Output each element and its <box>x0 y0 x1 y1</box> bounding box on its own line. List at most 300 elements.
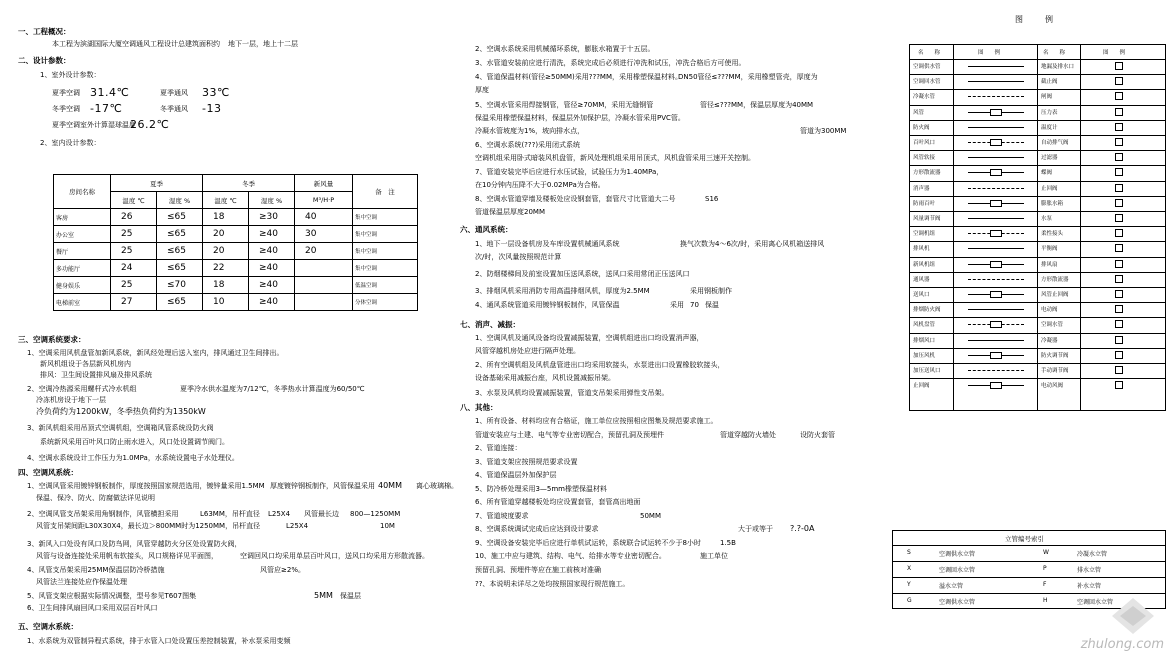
m-item-6: 7、管道安装完毕后应进行水压试验，试验压力为1.40MPa， <box>475 168 664 176</box>
m-item-7c: 管道保温层厚度20MM <box>475 208 545 216</box>
m-item-7b: S16 <box>705 195 719 203</box>
m-item-15b: 管道安装应与土建、电气等专业密切配合，预留孔洞及预埋件 <box>475 431 664 439</box>
s5-item-1: 1、水系统为双管制异程式系统，排于水管入口处设置压差控制装置，补水泵采用变频 <box>27 637 291 645</box>
cell-t2: 18 <box>203 209 249 226</box>
legend-box-icon <box>990 230 1002 237</box>
table-row <box>54 209 418 226</box>
m-item-4e: 管道为300MM <box>800 127 847 135</box>
legend-symbol-icon <box>1115 320 1123 328</box>
legend-symbol-icon <box>968 248 1024 249</box>
th-room: 房间名称 <box>54 175 111 209</box>
legend-item-right: 方形散流器 <box>1041 276 1069 283</box>
legend-item-left: 百叶风口 <box>913 140 936 146</box>
s4-item-6: 6、卫生间排风扇回风口采用双层百叶风口 <box>27 604 158 612</box>
s4-item-1d: 离心玻璃棉。 <box>416 482 458 490</box>
legend-item-right: 排风扇 <box>1041 261 1058 268</box>
legend-symbol-icon <box>968 340 1024 341</box>
summer-ac-label: 夏季空调 <box>52 89 80 97</box>
legend-symbol-icon <box>1115 336 1123 344</box>
legend-item-left: 空调回水管 <box>913 79 941 86</box>
winter-vent-label: 冬季通风 <box>160 105 188 113</box>
m-item-1: 2、空调水系统采用机械循环系统，膨胀水箱置于十五层。 <box>475 45 655 53</box>
legend-symbol-icon <box>1115 184 1123 192</box>
stand-cell-v2: 排水立管 <box>1077 567 1102 574</box>
legend-symbol-icon <box>1115 168 1123 176</box>
m-item-7: 8、空调水管道穿墙及楼板处应设钢套管，套管尺寸比管道大二号 <box>475 195 676 203</box>
summer-ac-value: 31.4℃ <box>90 86 130 99</box>
legend-item-left: 空调机组 <box>913 231 936 238</box>
legend-symbol-icon <box>1115 244 1123 252</box>
s4-item-3: 3、新风入口处设有风口及防鸟网，风管穿越防火分区处设置防火阀， <box>27 540 242 548</box>
stand-cell-k2: P <box>1043 565 1047 572</box>
cell-f: 30 <box>295 226 353 243</box>
legend-row <box>910 59 1165 60</box>
legend-item-left: 加压送风口 <box>913 368 941 374</box>
legend-header-symbol-left: 图 例 <box>978 50 1001 56</box>
legend-symbol-icon <box>1115 92 1123 100</box>
stand-cell-v1: 溢水立管 <box>939 583 964 590</box>
cell-t1: 25 <box>111 277 157 294</box>
cell-h2: ≥40 <box>249 260 295 277</box>
legend-row <box>910 302 1165 303</box>
legend-row <box>910 120 1165 121</box>
legend-item-left: 风机盘管 <box>913 322 936 329</box>
stand-cell-k1: Y <box>907 581 911 588</box>
legend-table <box>909 44 1166 411</box>
cell-f <box>295 260 353 277</box>
th-fresh: 新风量 <box>295 175 353 192</box>
legend-item-left: 新风机组 <box>913 261 936 268</box>
legend-item-right: 止回阀 <box>1041 185 1058 192</box>
legend-item-left: 消声器 <box>913 185 930 192</box>
m-item-22c: ?.?-0A <box>790 524 815 533</box>
cell-t2: 10 <box>203 294 249 311</box>
legend-symbol-icon <box>1115 260 1123 268</box>
legend-row <box>910 211 1165 212</box>
table-row <box>54 260 418 277</box>
s3-item-1c: 排风：卫生间设置排风扇及排风系统 <box>40 371 152 379</box>
legend-item-left: 方形散流器 <box>913 170 941 177</box>
m-item-6b: 在10分钟内压降不大于0.02MPa为合格。 <box>475 181 605 189</box>
legend-box-icon <box>990 200 1002 207</box>
legend-row <box>910 272 1165 273</box>
section-8-title: 八、其他： <box>460 403 498 412</box>
legend-box-icon <box>990 109 1002 116</box>
summer-wet-label: 夏季空调室外计算湿球温度 <box>52 121 136 129</box>
legend-header-symbol-right: 图 例 <box>1103 50 1126 56</box>
s4-item-4c: 风管法兰连接处应作保温处理 <box>36 578 127 586</box>
legend-item-left: 排风机 <box>913 246 930 253</box>
legend-item-left: 风管 <box>913 109 925 116</box>
cell-t2: 20 <box>203 243 249 260</box>
legend-symbol-icon <box>968 279 1024 280</box>
legend-item-left: 加压风机 <box>913 352 936 359</box>
m-item-22: 8、空调系统调试完成后应达到设计要求 <box>475 525 599 533</box>
legend-header-name-right: 名 称 <box>1043 50 1066 56</box>
legend-item-right: 地漏及排水口 <box>1041 64 1075 70</box>
table-row <box>54 226 418 243</box>
m-item-3: 4、管道保温材料(管径≥50MM)采用???MM，采用橡塑保温材料。 <box>475 73 682 81</box>
cell-f <box>295 277 353 294</box>
legend-symbol-icon <box>1115 108 1123 116</box>
legend-item-left: 风量调节阀 <box>913 216 941 222</box>
legend-item-left: 防雨百叶 <box>913 200 936 207</box>
s4-item-5b: 5MM <box>314 591 333 600</box>
m-item-4b: 管径≤???MM，保温层厚度为40MM <box>700 101 814 109</box>
legend-symbol-icon <box>1115 305 1123 313</box>
s4-item-2h: 10M <box>380 522 395 530</box>
design-parameter-table <box>53 174 418 311</box>
stand-cell-k1: G <box>907 597 912 604</box>
stand-cell-v1: 空调回水立管 <box>939 567 976 574</box>
cell-h2: ≥40 <box>249 226 295 243</box>
legend-row <box>910 226 1165 227</box>
s3-item-3b: 系统新风采用百叶风口防止雨水进入，风口处设置调节阀门。 <box>40 438 229 446</box>
cell-note: 低温空调 <box>353 277 418 294</box>
legend-title: 图 例 <box>1015 15 1055 24</box>
cell-t2: 20 <box>203 226 249 243</box>
s3-item-4: 4、空调水系统设计工作压力为1.0MPa，水系统设置电子水处理仪。 <box>27 454 239 462</box>
stand-cell-v2: 冷凝水立管 <box>1077 551 1108 558</box>
legend-symbol-icon <box>968 127 1024 128</box>
stand-row <box>893 593 1165 594</box>
legend-item-left: 空调供水管 <box>913 64 941 70</box>
m-item-15c: 管道穿越防火墙处 <box>720 431 776 439</box>
m-item-26: ??、本说明未详尽之处均按照国家现行规范施工。 <box>475 580 630 588</box>
cell-h1: ≤65 <box>157 226 203 243</box>
legend-item-right: 水泵 <box>1041 216 1053 222</box>
legend-row <box>910 348 1165 349</box>
legend-box-icon <box>990 291 1002 298</box>
m-item-3b: DN50管径≤???MM，采用橡塑管壳，厚度为 <box>678 73 818 81</box>
legend-item-left: 冷凝水管 <box>913 94 936 101</box>
m-item-17: 3、管道支架应按照规范要求设置 <box>475 458 578 466</box>
m-item-20: 6、所有管道穿越楼板处均应设置套管，套管高出地面 <box>475 498 641 506</box>
legend-symbol-icon <box>1115 153 1123 161</box>
legend-row <box>910 89 1165 90</box>
legend-row <box>910 241 1165 242</box>
legend-symbol-icon <box>968 81 1024 82</box>
m-item-12: 1、空调风机及通风设备均设置减振装置，空调机组进出口均设置消声器， <box>475 334 704 342</box>
legend-symbol-icon <box>968 157 1024 158</box>
s4-item-1c: 40MM <box>378 481 402 490</box>
cell-t1: 26 <box>111 209 157 226</box>
outdoor-params-title: 1、室外设计参数： <box>40 71 101 79</box>
legend-symbol-icon <box>1115 351 1123 359</box>
cell-name: 办公室 <box>54 226 111 243</box>
s4-item-3c: 空调回风口均采用单层百叶风口，送风口均采用方形散流器。 <box>240 552 429 560</box>
m-item-21: 7、管道坡度要求 <box>475 512 529 520</box>
cell-f: 40 <box>295 209 353 226</box>
cell-h2: ≥40 <box>249 243 295 260</box>
s4-item-2b: L63MM，吊杆直径 <box>200 510 260 518</box>
s3-item-1: 1、空调采用风机盘管加新风系统，新风经处理后送入室内，排风通过卫生间排出。 <box>27 349 284 357</box>
watermark-text: zhulong.com <box>1080 637 1164 652</box>
project-area: 总建筑面积约 <box>178 40 220 48</box>
s3-item-3: 3、新风机组采用吊顶式空调机组，空调箱风管系统设防火阀 <box>27 424 214 432</box>
legend-item-right: 截止阀 <box>1041 79 1058 86</box>
legend-item-right: 防火调节阀 <box>1041 352 1069 359</box>
cell-f: 20 <box>295 243 353 260</box>
s4-item-1b: 厚度镀锌钢板制作，风管保温采用 <box>270 482 375 490</box>
legend-row <box>910 317 1165 318</box>
section-4-title: 四、空调风系统： <box>18 468 78 477</box>
cell-note: 分体空调 <box>353 294 418 311</box>
m-item-15: 1、所有设备、材料均应有合格证，施工单位应按照相应图集及规范要求施工。 <box>475 417 718 425</box>
legend-item-right: 膨胀水箱 <box>1041 200 1064 207</box>
m-item-8b: 换气次数为4～6次/时，采用离心风机箱送排风 <box>680 240 825 248</box>
cell-h1: ≤65 <box>157 260 203 277</box>
cell-t2: 18 <box>203 277 249 294</box>
legend-box-icon <box>990 261 1002 268</box>
m-item-21b: 50MM <box>640 512 661 520</box>
s4-item-1e: 保温、保冷、防火、防腐做法详见说明 <box>36 494 155 502</box>
winter-ac-value: -17℃ <box>90 102 123 115</box>
section-7-title: 七、消声、减振： <box>460 320 520 329</box>
s4-item-5c: 保温层 <box>340 592 361 600</box>
m-item-2: 3、水管道安装前应进行清洗，系统完成后必须进行冲洗和试压，冲洗合格后方可使用。 <box>475 59 746 67</box>
cell-t1: 27 <box>111 294 157 311</box>
legend-box-icon <box>990 139 1002 146</box>
legend-box-icon <box>990 169 1002 176</box>
legend-row <box>910 196 1165 197</box>
legend-row <box>910 287 1165 288</box>
project-description: 本工程为滨湖国际大厦空调通风工程设计 <box>52 40 178 48</box>
cell-note: 集中空调 <box>353 243 418 260</box>
stand-title: 立管编号索引 <box>1005 535 1044 543</box>
table-row <box>54 243 418 260</box>
legend-item-right: 温度计 <box>1041 124 1058 131</box>
legend-item-right: 压力表 <box>1041 109 1058 116</box>
th-summer-hum: 湿度 % <box>157 192 203 209</box>
legend-item-left: 送风口 <box>913 292 930 298</box>
summer-wet-value: 26.2℃ <box>130 118 170 131</box>
legend-item-right: 空调水管 <box>1041 322 1064 329</box>
legend-symbol-icon <box>1115 381 1123 389</box>
th-note: 备 注 <box>353 175 418 209</box>
cell-h1: ≤70 <box>157 277 203 294</box>
m-item-10: 3、排烟风机采用消防专用高温排烟风机，厚度为2.5MM <box>475 287 650 295</box>
cell-f <box>295 294 353 311</box>
legend-item-left: 止回阀 <box>913 383 930 390</box>
legend-item-left: 防火阀 <box>913 124 930 131</box>
m-item-13b: 设备基础采用减振台座，风机设置减振吊架。 <box>475 374 615 382</box>
m-item-13: 2、所有空调机组及风机盘管进出口均采用软接头，水泵进出口设置橡胶软接头， <box>475 361 725 369</box>
cell-name: 客房 <box>54 209 111 226</box>
m-item-4: 5、空调水管采用焊接钢管，管径≥70MM，采用无缝钢管 <box>475 101 654 109</box>
legend-symbol-icon <box>968 96 1024 97</box>
cell-h1: ≤65 <box>157 209 203 226</box>
legend-symbol-icon <box>968 66 1024 67</box>
stand-row <box>893 561 1165 562</box>
stand-row <box>893 545 1165 546</box>
legend-symbol-icon <box>1115 214 1123 222</box>
stand-cell-k2: F <box>1043 581 1047 588</box>
cell-h1: ≤65 <box>157 243 203 260</box>
m-item-14: 3、水泵及风机均设置减振装置，管道支吊架采用弹性支吊架。 <box>475 389 669 397</box>
watermark-logo-icon <box>1110 596 1156 636</box>
stand-row <box>893 577 1165 578</box>
th-fresh-unit: M³/H·P <box>295 192 353 209</box>
s4-item-2g: L25X4 <box>286 522 309 530</box>
legend-item-left: 风管软接 <box>913 155 936 162</box>
cell-name: 多功能厅 <box>54 260 111 277</box>
m-item-5b: 空调机组采用卧式暗装风机盘管，新风处理机组采用吊顶式，风机盘管采用三速开关控制。 <box>475 154 755 162</box>
cell-name: 健身娱乐 <box>54 277 111 294</box>
m-item-15d: 设防火套管 <box>800 431 835 439</box>
cell-t1: 25 <box>111 243 157 260</box>
legend-box-icon <box>990 382 1002 389</box>
s3-item-2: 2、空调冷热源采用螺杆式冷水机组 <box>27 385 137 393</box>
s4-item-3b: 风管与设备连接处采用帆布软接头，风口规格详见平面图， <box>36 552 218 560</box>
section-6-title: 六、通风系统： <box>460 225 513 234</box>
m-item-11c: 70 <box>690 301 699 309</box>
legend-row <box>910 105 1165 106</box>
legend-row <box>910 257 1165 258</box>
s4-item-2e: 800—1250MM <box>350 510 401 518</box>
legend-row <box>910 378 1165 379</box>
th-winter: 冬季 <box>203 175 295 192</box>
stand-cell-v2: 补水立管 <box>1077 583 1102 590</box>
stand-cell-k2: H <box>1043 597 1048 604</box>
m-item-3c: 厚度 <box>475 86 489 94</box>
cell-h2: ≥30 <box>249 209 295 226</box>
legend-item-right: 过滤器 <box>1041 155 1058 162</box>
cell-t2: 22 <box>203 260 249 277</box>
m-item-23b: 1.5B <box>720 539 736 547</box>
legend-symbol-icon <box>1115 123 1123 131</box>
cell-note: 集中空调 <box>353 226 418 243</box>
s3-item-2c: 冷负荷约为1200kW，冬季热负荷约为1350kW <box>36 407 206 416</box>
legend-symbol-icon <box>968 370 1024 371</box>
m-item-22b: 大于或等于 <box>738 525 773 533</box>
m-item-4d: 冷凝水管坡度为1%，坡向排水点， <box>475 127 585 135</box>
legend-item-right: 电动风阀 <box>1041 383 1064 390</box>
table-row <box>54 277 418 294</box>
m-item-16: 2、管道连接： <box>475 444 522 452</box>
m-item-24: 10、施工中应与建筑、结构、电气、给排水等专业密切配合。 <box>475 552 666 560</box>
legend-row <box>910 135 1165 136</box>
th-winter-temp: 温度 ℃ <box>203 192 249 209</box>
m-item-24b: 施工单位 <box>700 552 728 560</box>
legend-item-right: 手动调节阀 <box>1041 368 1069 374</box>
cell-h2: ≥40 <box>249 277 295 294</box>
section-2-title: 二、设计参数： <box>18 56 71 65</box>
project-floors: 地下一层，地上十二层 <box>228 40 298 48</box>
m-item-9: 2、防烟楼梯间及前室设置加压送风系统，送风口采用常闭正压送风口 <box>475 270 690 278</box>
s3-item-2d: 冷冻机房设于地下一层 <box>36 396 106 404</box>
cell-h1: ≤65 <box>157 294 203 311</box>
legend-row <box>910 363 1165 364</box>
legend-item-right: 蝶阀 <box>1041 170 1053 177</box>
legend-item-right: 电动阀 <box>1041 307 1058 314</box>
m-item-23: 9、空调设备安装完毕后应进行单机试运转，系统联合试运转不少于8小时 <box>475 539 701 547</box>
legend-symbol-icon <box>1115 290 1123 298</box>
legend-symbol-icon <box>1115 366 1123 374</box>
summer-vent-value: 33℃ <box>202 86 230 99</box>
th-summer: 夏季 <box>111 175 203 192</box>
section-5-title: 五、空调水系统： <box>18 622 78 631</box>
s4-item-2d: 风管最长边 <box>304 510 339 518</box>
stand-cell-k1: S <box>907 549 911 556</box>
cell-note: 集中空调 <box>353 209 418 226</box>
legend-item-right: 平衡阀 <box>1041 246 1058 253</box>
indoor-params-title: 2、室内设计参数： <box>40 139 101 147</box>
cell-name: 电梯前室 <box>54 294 111 311</box>
cell-note: 集中空调 <box>353 260 418 277</box>
legend-row <box>910 181 1165 182</box>
m-item-25: 预留孔洞、预埋件等应在施工前核对准确 <box>475 566 601 574</box>
s4-item-2c: L25X4 <box>268 510 291 518</box>
stand-cell-k1: X <box>907 565 912 572</box>
legend-symbol-icon <box>968 218 1024 219</box>
m-item-11: 4、通风系统管道采用镀锌钢板制作，风管保温 <box>475 301 620 309</box>
legend-symbol-icon <box>1115 138 1123 146</box>
legend-symbol-icon <box>1115 275 1123 283</box>
s4-item-5: 5、风管支架应根据实际情况调整，型号参见T607图集 <box>27 592 197 600</box>
m-item-19: 5、防冷桥处理采用3—5mm橡塑保温材料 <box>475 485 607 493</box>
stand-cell-k2: W <box>1043 549 1049 556</box>
legend-row <box>910 74 1165 75</box>
legend-box-icon <box>990 321 1002 328</box>
cell-h2: ≥40 <box>249 294 295 311</box>
summer-vent-label: 夏季通风 <box>160 89 188 97</box>
section-3-title: 三、空调系统要求： <box>18 335 86 344</box>
legend-item-left: 通风器 <box>913 276 930 283</box>
legend-row <box>910 150 1165 151</box>
legend-symbol-icon <box>968 309 1024 310</box>
legend-item-right: 自动排气阀 <box>1041 140 1069 146</box>
m-item-12b: 风管穿越机房处应进行隔声处理。 <box>475 347 580 355</box>
m-item-11d: 保温 <box>705 301 719 309</box>
s4-item-2f: 风管支吊架间距L30X30X4，最长边＞800MM时为1250MM，吊杆直径 <box>36 522 261 530</box>
winter-ac-label: 冬季空调 <box>52 105 80 113</box>
table-row <box>54 294 418 311</box>
stand-cell-v2: 空调回水立管 <box>1077 599 1114 606</box>
legend-item-right: 冷凝器 <box>1041 337 1058 344</box>
m-item-4c: 保温采用橡塑保温材料，保温层外加保护层，冷凝水管采用PVC管。 <box>475 114 685 122</box>
section-1-title: 一、工程概况： <box>18 27 71 36</box>
s4-item-4b: 风管应≥2%。 <box>260 566 305 574</box>
legend-symbol-icon <box>1115 199 1123 207</box>
legend-item-left: 排烟风口 <box>913 337 936 344</box>
s3-item-2b: 夏季冷水供水温度为7/12℃，冬季热水计算温度为60/50℃ <box>180 385 365 393</box>
th-winter-hum: 湿度 % <box>249 192 295 209</box>
legend-row <box>910 333 1165 334</box>
cell-t1: 24 <box>111 260 157 277</box>
legend-row <box>910 165 1165 166</box>
m-item-11b: 采用 <box>670 301 684 309</box>
m-item-8: 1、地下一层设备机房及车库设置机械通风系统 <box>475 240 620 248</box>
m-item-10b: 采用钢板制作 <box>690 287 732 295</box>
legend-symbol-icon <box>968 188 1024 189</box>
th-summer-temp: 温度 ℃ <box>111 192 157 209</box>
legend-item-right: 柔性接头 <box>1041 231 1064 238</box>
m-item-5: 6、空调水系统(???)采用闭式系统 <box>475 141 581 149</box>
stand-cell-v1: 空调供水立管 <box>939 599 976 606</box>
m-item-8c: 次/时，次风量按照规范计算 <box>475 253 562 261</box>
s4-item-1: 1、空调风管采用镀锌钢板制作，厚度按照国家规范选用，镀锌量采用1.5MM <box>27 482 265 490</box>
cell-t1: 25 <box>111 226 157 243</box>
m-item-18: 4、管道保温层外加保护层 <box>475 471 557 479</box>
legend-item-right: 闸阀 <box>1041 94 1053 101</box>
s4-item-4: 4、风管支吊架采用25MM保温层防冷桥措施 <box>27 566 165 574</box>
s4-item-2: 2、空调风管支吊架采用角钢制作，风管横担采用 <box>27 510 179 518</box>
legend-symbol-icon <box>1115 77 1123 85</box>
legend-item-right: 风管止回阀 <box>1041 292 1069 298</box>
cell-name: 餐厅 <box>54 243 111 260</box>
legend-item-left: 排烟防火阀 <box>913 307 941 314</box>
